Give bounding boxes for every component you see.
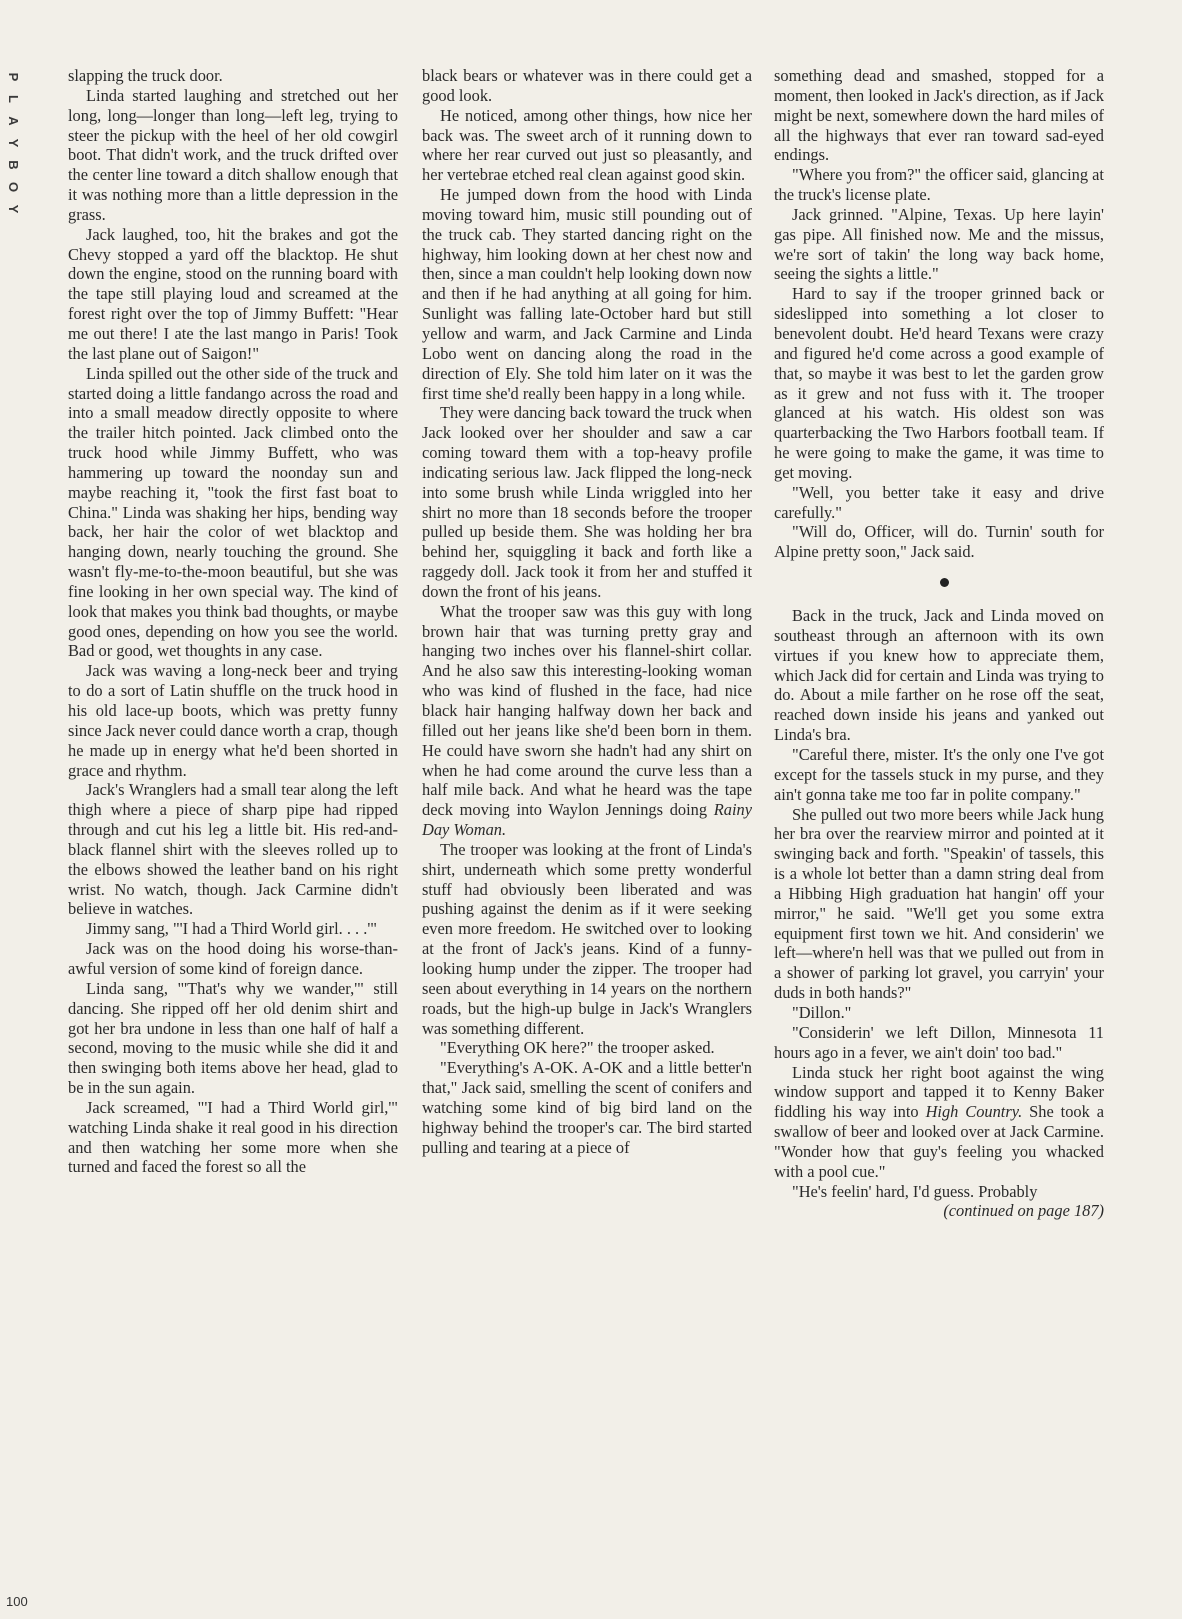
paragraph: Jack screamed, "'I had a Third World girl,'" watching Linda shake it real good in his direction and then watching her some more when she turned and faced the forest so all the: [68, 1097, 398, 1177]
paragraph: The trooper was looking at the front of Linda's shirt, underneath which some pretty wonderful stuff had obviously been liberated and was pushing against the denim as if it were seeking even more freedom. He switched over to looking at the front of Jack's jeans. Kind of a funny-looking hump under the zipper. The trooper had seen about everything in 14 years on the northern roads, but the high-up bulge in Jack's Wranglers was something different.: [422, 839, 752, 1038]
song-title: Rainy Day Woman.: [422, 800, 752, 840]
paragraph: He jumped down from the hood with Linda moving toward him, music still pounding out of the truck cab. They started dancing right on the highway, him looking down at her chest now and then, since a man couldn't help looking down now and then if he had anything at all going for him. Sunlight was falling late-October hard but still yellow and warm, and Jack Carmine and Linda Lobo went on dancing along the road in the direction of Ely. She told him later on it was the first time she'd really been happy in a long while.: [422, 185, 752, 403]
paragraph: "Will do, Officer, will do. Turnin' south for Alpine pretty soon," Jack said.: [774, 522, 1104, 562]
paragraph: "Well, you better take it easy and drive carefully.": [774, 482, 1104, 522]
paragraph: "Considerin' we left Dillon, Minnesota 11 hours ago in a fever, we ain't doin' too bad.": [774, 1022, 1104, 1062]
paragraph: [422, 602, 752, 840]
paragraph: Jack laughed, too, hit the brakes and got the Chevy stopped a yard off the blacktop. He shut down the engine, stood on the running board with the tape still playing loud and screamed at the forest right over the top of Jimmy Buffett: "Hear me out there! I ate the last mango in Paris! Took the last plane out of Saigon!": [68, 224, 398, 363]
paragraph: Jack was on the hood doing his worse-than-awful version of some kind of foreign dance.: [68, 939, 398, 978]
paragraph: [774, 1063, 1104, 1182]
magazine-name-vertical: [4, 66, 22, 220]
text-column-3: [774, 66, 1104, 1221]
magazine-letter: Y: [6, 204, 21, 214]
text-column-2: [422, 66, 752, 1157]
paragraph: "Careful there, mister. It's the only one I've got except for the tassels stuck in my purse, and they ain't gonna take me too far in polite company.": [774, 745, 1104, 804]
text-column-1: [68, 66, 398, 1177]
continued-on-page: (continued on page 187): [943, 1201, 1104, 1221]
paragraph: something dead and smashed, stopped for a moment, then looked in Jack's direction, as if Jack might be next, somewhere down the hard miles of all the highways that ever ran toward sad-eyed endings.: [774, 66, 1104, 165]
magazine-letter: B: [6, 160, 21, 170]
paragraph-text: Linda stuck her right boot against the wing window support and tapped it to Kenny Baker fiddling his way into: [774, 1062, 1104, 1122]
paragraph: Hard to say if the trooper grinned back or sideslipped into something a lot closer to benevolent doubt. He'd heard Texans were crazy and figured he'd come across a good example of that, so maybe it was best to let the garden grow as it grew and not fuss with it. The trooper glanced at his watch. His oldest son was quarterbacking the Two Harbors football team. If he were going to make the game, it was time to get moving.: [774, 284, 1104, 482]
paragraph: Jimmy sang, "'I had a Third World girl. . . .'": [86, 919, 377, 939]
paragraph: She pulled out two more beers while Jack hung her bra over the rearview mirror and pointed at it swinging back and forth. "Speakin' of tassels, this is a whole lot better than a damn string deal from a Hibbing High graduation hat hangin' off your mirror," he said. "We'll get you some extra equipment first town we hit. And considerin' we left—where'n hell was that we pulled out from in a shower of parking lot gravel, you carryin' your duds in both hands?": [774, 804, 1104, 1003]
paragraph: "He's feelin' hard, I'd guess. Probably: [792, 1181, 1038, 1201]
magazine-letter: O: [6, 181, 21, 193]
section-break-bullet: [784, 562, 1104, 606]
magazine-letter: A: [6, 116, 21, 126]
paragraph: Linda sang, "'That's why we wander,'" still dancing. She ripped off her old denim shirt and got her bra undone in less than one half of half a second, moving to the music while she did it and then swinging both items above her head, glad to be in the sun again.: [68, 978, 398, 1098]
paragraph: "Everything OK here?" the trooper asked.: [440, 1038, 715, 1058]
paragraph: They were dancing back toward the truck when Jack looked over her shoulder and saw a car coming toward them with a top-heavy profile indicating serious law. Jack flipped the long-neck into some brush while Linda wriggled into her shirt no more than 18 seconds before the trooper pulled up beside them. She was holding her bra behind her, squiggling it back and forth like a raggedy doll. Jack took it from her and stuffed it down the front of his jeans.: [422, 403, 752, 601]
paragraph-text: What the trooper saw was this guy with long brown hair that was turning pretty gray and hanging two inches over his flannel-shirt collar. And he also saw this interesting-looking woman who was kind of flushed in the face, had nice black hair hanging halfway down her back and filled out her jeans like she'd been born in them. He could have sworn she hadn't had any shirt on when he had come around the curve less than a half mile back. And what he heard was the tape deck moving into Waylon Jennings doing: [422, 601, 752, 820]
song-title: High Country.: [925, 1102, 1023, 1122]
paragraph-text: She took a swallow of beer and looked over at Jack Carmine. "Wonder how that guy's feeling you whacked with a pool cue.": [774, 1102, 1104, 1181]
paragraph: Jack was waving a long-neck beer and trying to do a sort of Latin shuffle on the truck hood in his old lace-up boots, which was pretty funny since Jack never could dance worth a crap, though he made up in energy what he'd been shorted in grace and rhythm.: [68, 661, 398, 780]
page-number: 100: [6, 1594, 28, 1609]
paragraph: Jack's Wranglers had a small tear along the left thigh where a piece of sharp pipe had ripped through and cut his leg a little bit. His red-and-black flannel shirt with the sleeves rolled up to the elbows showed the leather band on his right wrist. No watch, though. Jack Carmine didn't believe in watches.: [68, 780, 398, 919]
magazine-letter: L: [6, 95, 21, 103]
paragraph: "Everything's A-OK. A-OK and a little better'n that," Jack said, smelling the scent of conifers and watching some kind of big bird land on the highway behind the trooper's car. The bird started pulling and tearing at a piece of: [422, 1058, 752, 1157]
paragraph: "Where you from?" the officer said, glancing at the truck's license plate.: [774, 165, 1104, 205]
paragraph: slapping the truck door.: [68, 66, 223, 85]
magazine-letter: P: [6, 72, 21, 82]
paragraph: Linda spilled out the other side of the truck and started doing a little fandango across the road and into a small meadow directly opposite to where the trailer hitch pointed. Jack climbed onto the truck hood while Jimmy Buffett, who was hammering up toward the noonday sun and maybe reaching it, "took the first fast boat to China." Linda was shaking her hips, bending way back, her hair the color of wet blacktop and hanging down, nearly touching the ground. She wasn't fly-me-to-the-moon beautiful, but she was fine looking in her own special way. The kind of look that makes you think bad thoughts, or maybe good ones, depending on how you see the world. Bad or good, wet thoughts in any case.: [68, 363, 398, 661]
paragraph: black bears or whatever was in there could get a good look.: [422, 66, 752, 105]
paragraph: Linda started laughing and stretched out her long, long—longer than long—left leg, trying to steer the pickup with the heel of her old cowgirl boot. That didn't work, and the truck drifted over the center line toward a ditch shallow enough that it was nothing more than a little depression in the grass.: [68, 85, 398, 224]
paragraph: He noticed, among other things, how nice her back was. The sweet arch of it running down to where her rear curved out just so pleasantly, and her vertebrae etched real clean against good skin.: [422, 105, 752, 185]
paragraph: "Dillon.": [792, 1002, 852, 1022]
paragraph: Back in the truck, Jack and Linda moved on southeast through an afternoon with its own virtues if you knew how to appreciate them, which Jack did for certain and Linda was trying to do. About a mile farther on he rose off the seat, reached down inside his jeans and yanked out Linda's bra.: [774, 606, 1104, 745]
magazine-letter: Y: [6, 138, 21, 148]
paragraph: Jack grinned. "Alpine, Texas. Up here layin' gas pipe. All finished now. Me and the missus, we're sort of takin' the long way back home, seeing the sights a little.": [774, 204, 1104, 284]
